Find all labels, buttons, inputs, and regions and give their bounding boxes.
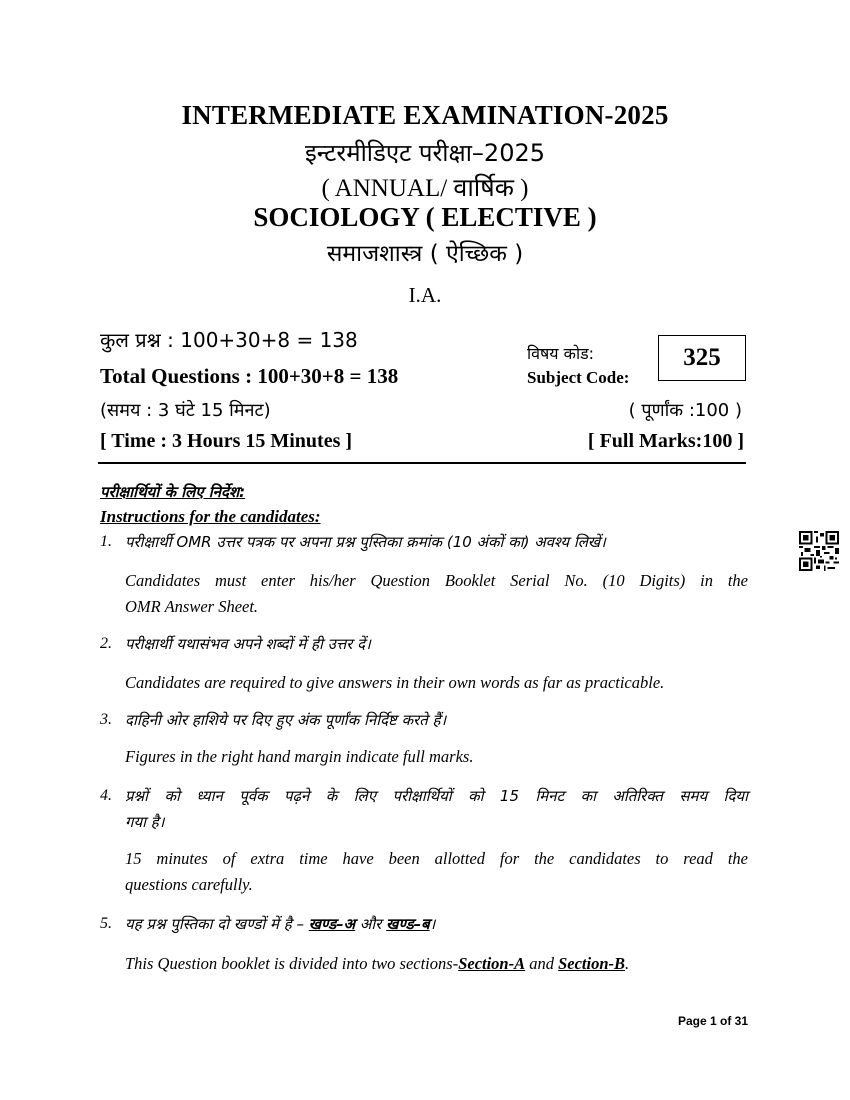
full-marks-hi: ( पूर्णांक :100 )	[628, 400, 742, 421]
item-number: 2.	[100, 635, 112, 652]
exam-title-en: INTERMEDIATE EXAMINATION-2025	[181, 100, 669, 130]
section-b-hi: खण्ड–ब	[386, 915, 430, 933]
instruction-4-hi-line1: प्रश्नों को ध्यान पूर्वक पढ़ने के लिए परीक्षार्थियों को 15 मिनट का अतिरिक्त समय दिया	[125, 787, 748, 805]
instruction-1-en-line1: Candidates must enter his/her Question Booklet Serial No. (10 Digits) in the	[125, 571, 748, 590]
section-b-en: Section-B	[558, 954, 626, 973]
page-number: Page 1 of 31	[677, 1014, 748, 1028]
instruction-2-hi: परीक्षार्थी यथासंभव अपने शब्दों में ही उत्तर दें।	[125, 635, 371, 653]
instruction-5-en	[125, 951, 748, 977]
item-number: 3.	[100, 711, 112, 728]
section-a-hi: खण्ड–अ	[308, 915, 356, 933]
exam-title-hi: इन्टरमीडिएट परीक्षा–2025	[304, 139, 546, 167]
stream-label: I.A.	[408, 283, 442, 307]
time-hi: (समय : 3 घंटे 15 मिनट)	[100, 400, 271, 421]
full-marks-en: [ Full Marks:100 ]	[587, 430, 744, 452]
instruction-1-hi: परीक्षार्थी OMR उत्तर पत्रक पर अपना प्रश्न पुस्तिका क्रमांक (10 अंकों का) अवश्य लिखें।	[125, 533, 606, 551]
instruction-4-hi-line2: गया है।	[125, 813, 165, 831]
instruction-5-hi-end: ।	[429, 915, 436, 933]
item-number: 4.	[100, 787, 112, 804]
instruction-4-en-line1: 15 minutes of extra time have been allotted for the candidates to read the	[125, 849, 748, 868]
instruction-4-en-line2: questions carefully.	[125, 875, 253, 894]
subject-title-en: SOCIOLOGY ( ELECTIVE )	[253, 202, 597, 232]
instruction-5-hi-text: यह प्रश्न पुस्तिका दो खण्डों में है –	[125, 915, 309, 933]
instruction-5-en-end: .	[625, 954, 630, 973]
time-en: [ Time : 3 Hours 15 Minutes ]	[100, 430, 353, 452]
section-a-en: Section-A	[458, 954, 526, 973]
subject-code-box: 325	[658, 335, 746, 381]
subject-code-label-en: Subject Code:	[527, 368, 630, 387]
qr-code-icon	[799, 531, 839, 571]
instructions-heading-hi: परीक्षार्थियों के लिए निर्देश:	[100, 483, 246, 501]
instructions-heading-en: Instructions for the candidates:	[100, 507, 321, 526]
subject-title-hi: समाजशास्त्र ( ऐच्छिक )	[326, 241, 524, 267]
exam-annual: ( ANNUAL/ वार्षिक )	[321, 175, 529, 202]
item-number: 5.	[100, 915, 112, 932]
item-number: 1.	[100, 533, 112, 550]
subject-code-label-hi: विषय कोड:	[527, 344, 595, 363]
instruction-2-en: Candidates are required to give answers in their own words as far as practicable.	[125, 673, 665, 692]
instruction-5-en-and: and	[525, 954, 559, 973]
instruction-3-hi: दाहिनी ओर हाशिये पर दिए हुए अंक पूर्णांक निर्दिष्ट करते हैं।	[125, 711, 447, 729]
instruction-5-hi-and: और	[355, 915, 387, 933]
instruction-3-en: Figures in the right hand margin indicate full marks.	[125, 747, 474, 766]
total-questions-hi: कुल प्रश्न : 100+30+8 = 138	[100, 328, 358, 352]
instruction-5-hi	[125, 911, 748, 937]
instruction-5-en-text: This Question booklet is divided into two sections-	[125, 954, 459, 973]
total-questions-en: Total Questions : 100+30+8 = 138	[100, 364, 399, 388]
divider	[98, 462, 746, 464]
instruction-1-en-line2: OMR Answer Sheet.	[125, 597, 259, 616]
